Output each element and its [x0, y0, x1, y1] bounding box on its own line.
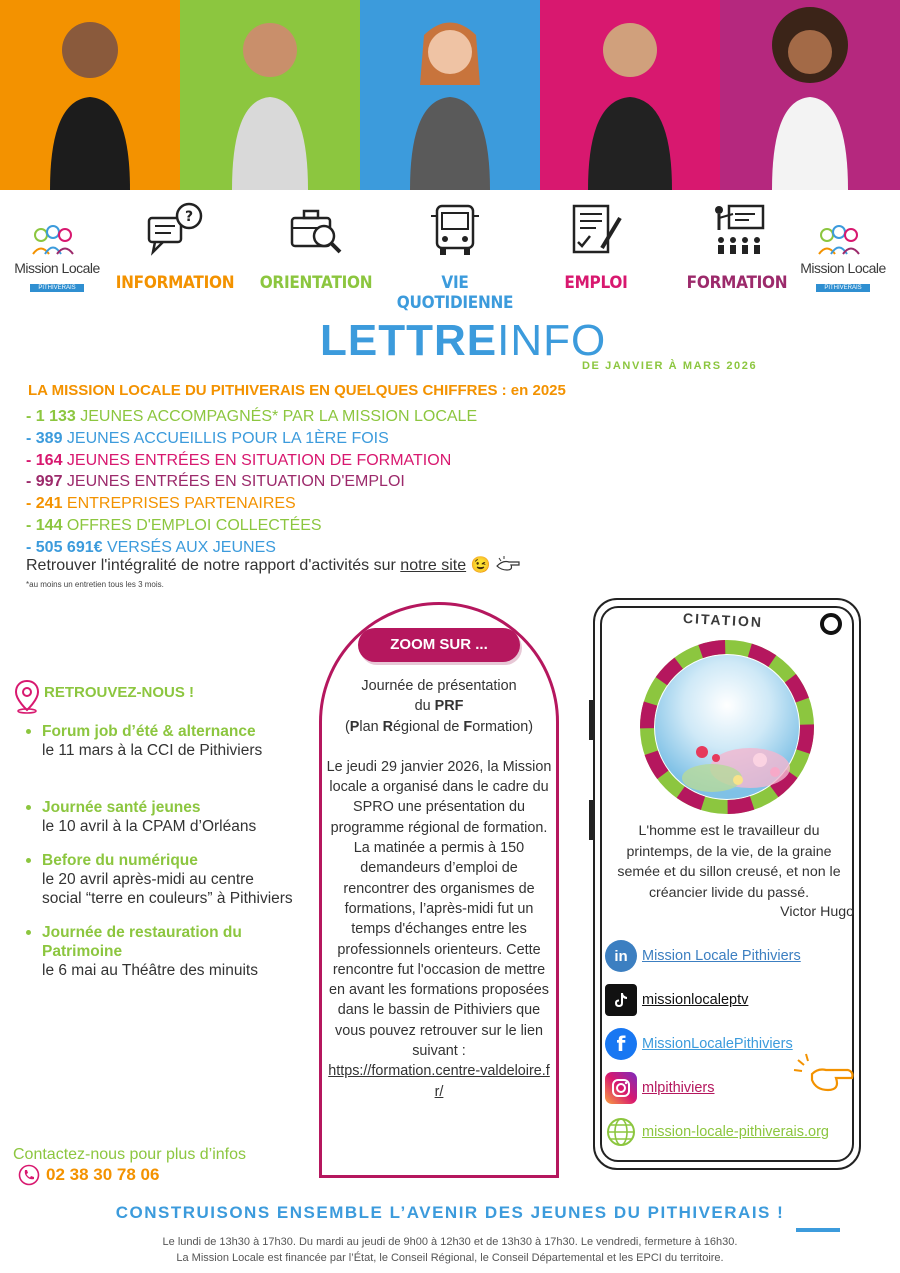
- theme-formation: [662, 195, 812, 293]
- zoom-body: Le jeudi 29 janvier 2026, la Mission locale a organisé dans le cadre du SPRO une présentation du programme régional de formation. La matinée a permis à 150 demandeurs d’emploi de rencontrer des organismes de formations, l’après-midi fut un temps d'échanges entre les professionnels orienteurs. Cette rencontre fut l'occasion de mettre en avant les formations proposées dans le bassin de Pithiviers que vous pouvez retrouver sur le lien suivant :: [326, 758, 552, 1060]
- hero-panel: [180, 0, 360, 190]
- event-item: [26, 923, 296, 980]
- themes-row: [0, 195, 900, 313]
- figure-item: - 389 JEUNES ACCUEILLIS POUR LA 1ÈRE FOIS: [26, 429, 389, 447]
- events-list: [26, 722, 296, 980]
- person-photo: [390, 5, 510, 190]
- figure-item: - 505 691€ VERSÉS AUX JEUNES: [26, 538, 276, 556]
- zoom-pill: ZOOM SUR ...: [358, 628, 520, 662]
- title-light: INFO: [497, 316, 607, 365]
- people-logo-icon: [813, 223, 873, 255]
- report-site-link[interactable]: notre site: [400, 557, 467, 574]
- newsletter-title: [320, 316, 606, 366]
- citation-quote: L'homme est le travailleur du printemps, de la vie, de la graine semée et du sillon creusé, et non le créancier livide du passé.: [617, 823, 841, 901]
- camera-icon: [820, 613, 842, 635]
- formation-link[interactable]: https://formation.centre-valdeloire.fr/: [328, 1063, 550, 1100]
- theme-orientation: [241, 195, 391, 293]
- person-photo: [750, 5, 870, 190]
- event-title: Before du numérique: [42, 852, 198, 869]
- theme-label: EMPLOI: [564, 273, 628, 293]
- theme-label: FORMATION: [686, 273, 788, 293]
- briefcase-search-icon: [286, 200, 346, 260]
- figures-list: [26, 406, 477, 559]
- theme-vie-quotidienne: [380, 195, 530, 313]
- phone-icon: [18, 1164, 40, 1186]
- events-heading: RETROUVEZ-NOUS !: [44, 684, 194, 701]
- social-links: [605, 934, 860, 1154]
- svg-text:?: ?: [184, 209, 194, 225]
- person-photo: [30, 5, 150, 190]
- globe-icon: [605, 1116, 637, 1148]
- flower-image: [640, 640, 814, 814]
- speech-bubble-question-icon: [145, 200, 205, 260]
- classroom-presentation-icon: [707, 200, 767, 260]
- logo-name: Mission Locale: [14, 260, 100, 276]
- theme-emploi: [521, 195, 671, 293]
- event-item: [26, 722, 296, 760]
- social-link-label[interactable]: mission-locale-pithiverais.org: [642, 1124, 829, 1140]
- event-title: Journée de restauration du Patrimoine: [42, 924, 242, 960]
- slogan: CONSTRUISONS ENSEMBLE L’AVENIR DES JEUNES DU PITHIVERAIS !: [115, 1203, 785, 1222]
- figure-item: - 1 133 JEUNES ACCOMPAGNÉS* PAR LA MISSION LOCALE: [26, 408, 478, 425]
- figure-item: - 241 ENTREPRISES PARTENAIRES: [26, 495, 296, 513]
- theme-label: VIE QUOTIDIENNE: [396, 273, 514, 313]
- hero-banner: [0, 0, 900, 190]
- period-subtitle: DE JANVIER À MARS 2026: [582, 360, 758, 372]
- wink-emoji-icon: 😉: [470, 557, 491, 574]
- event-title: Journée santé jeunes: [42, 799, 201, 816]
- slogan-underline: [796, 1228, 840, 1232]
- figure-item: - 164 JEUNES ENTRÉES EN SITUATION DE FORMATION: [26, 451, 452, 469]
- logo-name: Mission Locale: [800, 260, 886, 276]
- event-detail: le 20 avril après-midi au centre social “terre en couleurs” à Pithiviers: [42, 871, 293, 907]
- instagram-icon: [605, 1072, 637, 1104]
- social-link-label[interactable]: MissionLocalePithiviers: [642, 1036, 793, 1052]
- zoom-article: [326, 676, 552, 1102]
- social-tiktok[interactable]: [605, 978, 860, 1022]
- event-detail: le 6 mai au Théâtre des minuits: [42, 962, 258, 979]
- tiktok-icon: [605, 984, 637, 1016]
- hero-panel: [0, 0, 180, 190]
- bus-icon: [425, 200, 485, 260]
- linkedin-icon: in: [605, 940, 637, 972]
- funding-note: La Mission Locale est financée par l’État, le Conseil Régional, le Conseil Départemental et les EPCI du territoire.: [176, 1252, 724, 1264]
- person-photo: [210, 5, 330, 190]
- event-detail: le 11 mars à la CCI de Pithiviers: [42, 742, 263, 759]
- social-link-label[interactable]: missionlocaleptv: [642, 992, 749, 1008]
- hero-panel: [540, 0, 720, 190]
- mission-locale-logo: [798, 223, 888, 294]
- phone-number: 02 38 30 78 06: [46, 1165, 160, 1184]
- social-website[interactable]: [605, 1110, 860, 1154]
- mission-locale-logo: [12, 223, 102, 294]
- logo-tagline: PITHIVERAIS: [816, 284, 869, 292]
- contract-signature-icon: [566, 200, 626, 260]
- event-item: [26, 798, 296, 836]
- person-photo: [570, 5, 690, 190]
- facebook-icon: f: [605, 1028, 637, 1060]
- citation-title: CITATION: [682, 609, 764, 631]
- social-linkedin[interactable]: [605, 934, 860, 978]
- theme-label: INFORMATION: [115, 273, 235, 293]
- figures-heading: LA MISSION LOCALE DU PITHIVERAIS EN QUELQUES CHIFFRES : en 2025: [28, 382, 566, 399]
- citation-author: Victor Hugo: [780, 904, 854, 920]
- zoom-intro: Journée de présentation: [361, 678, 517, 694]
- footnote: *au moins un entretien tous les 3 mois.: [26, 580, 164, 589]
- contact-phone[interactable]: [18, 1164, 159, 1186]
- opening-hours: Le lundi de 13h30 à 17h30. Du mardi au jeudi de 9h00 à 12h30 et de 13h30 à 17h30. Le vendredi, fermeture à 16h30.: [162, 1236, 738, 1248]
- logo-tagline: PITHIVERAIS: [30, 284, 83, 292]
- footer-info: [0, 1234, 900, 1266]
- theme-label: ORIENTATION: [259, 273, 373, 293]
- zoom-prf-expansion: (Plan Régional de Formation): [344, 718, 533, 735]
- figure-item: - 144 OFFRES D'EMPLOI COLLECTÉES: [26, 516, 322, 534]
- contact-label: Contactez-nous pour plus d’infos: [13, 1146, 247, 1163]
- event-title: Forum job d’été & alternance: [42, 723, 256, 740]
- social-link-label[interactable]: mlpithiviers: [642, 1080, 715, 1096]
- hero-panel: [360, 0, 540, 190]
- pointing-hand-icon: [495, 556, 521, 572]
- zoom-prf-line: du PRF: [414, 698, 464, 715]
- report-line: Retrouver l'intégralité de notre rapport d'activités sur notre site 😉: [26, 555, 521, 575]
- hero-panel: [720, 0, 900, 190]
- figure-item: - 997 JEUNES ENTRÉES EN SITUATION D'EMPLOI: [26, 473, 405, 491]
- phone-side-button: [589, 700, 593, 740]
- title-bold: LETTRE: [320, 316, 498, 365]
- event-detail: le 10 avril à la CPAM d’Orléans: [42, 818, 257, 835]
- social-link-label[interactable]: Mission Locale Pithiviers: [642, 948, 801, 964]
- location-pin-icon: [12, 678, 42, 714]
- people-logo-icon: [27, 223, 87, 255]
- event-item: [26, 851, 296, 908]
- phone-side-button: [589, 800, 593, 840]
- tap-hand-icon: [792, 1050, 856, 1094]
- theme-information: [100, 195, 250, 293]
